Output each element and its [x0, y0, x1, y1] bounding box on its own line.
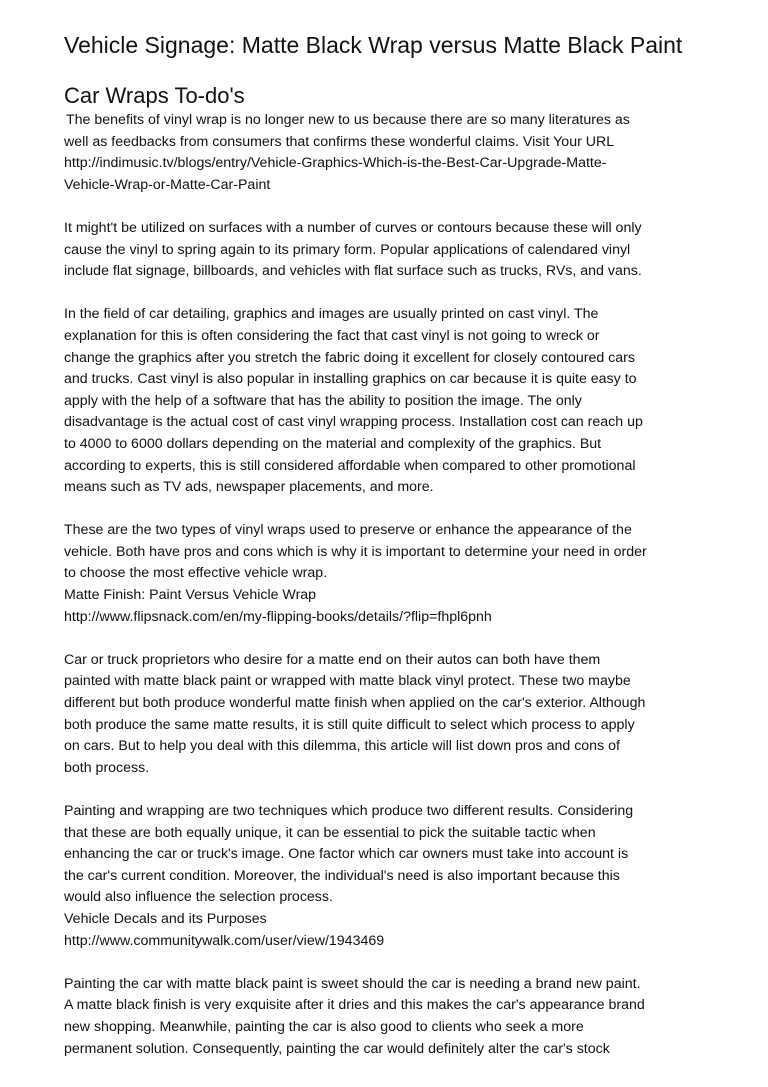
text-line: The benefits of vinyl wrap is no longer new to us because there are so many literatures as	[66, 112, 630, 128]
text-line: and trucks. Cast vinyl is also popular in installing graphics on car because it is quite easy to	[64, 371, 637, 388]
paragraph-6	[64, 801, 712, 952]
text-line: different but both produce wonderful matte finish when applied on the car's exterior. Although	[64, 695, 646, 712]
text-line: to 4000 to 6000 dollars depending on the material and complexity of the graphics. But	[64, 435, 602, 452]
text-line: These are the two types of vinyl wraps used to preserve or enhance the appearance of the	[64, 522, 632, 539]
text-line: In the field of car detailing, graphics and images are usually printed on cast vinyl. The	[64, 306, 599, 323]
text-line: according to experts, this is still considered affordable when compared to other promotional	[64, 457, 636, 474]
paragraph-4	[64, 520, 712, 628]
text-line: cause the vinyl to spring again to its primary form. Popular applications of calendared vinyl	[64, 241, 631, 258]
paragraph-1	[64, 110, 712, 196]
text-line: means such as TV ads, newspaper placements, and more.	[64, 479, 434, 496]
text-line: both process.	[64, 759, 150, 776]
text-line: Painting and wrapping are two techniques which produce two different results. Considering	[64, 803, 634, 819]
text-line: vehicle. Both have pros and cons which is why it is important to determine your need in order	[64, 543, 647, 560]
document-title: Vehicle Signage: Matte Black Wrap versus Matte Black Paint	[64, 32, 683, 58]
text-line: Car or truck proprietors who desire for a matte end on their autos can both have them	[64, 651, 601, 668]
url-line[interactable]: http://indimusic.tv/blogs/entry/Vehicle-Graphics-Which-is-the-Best-Car-Upgrade-Matte-	[64, 155, 607, 172]
text-line: well as feedbacks from consumers that confirms these wonderful claims. Visit Your URL	[64, 133, 615, 150]
text-line: apply with the help of a software that has the ability to position the image. The only	[64, 392, 582, 409]
url-line[interactable]: Vehicle-Wrap-or-Matte-Car-Paint	[64, 176, 271, 193]
text-line: that these are both equally unique, it can be essential to pick the suitable tactic when	[64, 824, 596, 841]
url-line[interactable]: http://www.flipsnack.com/en/my-flipping-books/details/?flip=fhpl6pnh	[64, 608, 492, 625]
url-line[interactable]: http://www.communitywalk.com/user/view/1943469	[64, 932, 385, 949]
text-line: painted with matte black paint or wrapped with matte black vinyl protect. These two maybe	[64, 673, 631, 690]
text-line: the car's current condition. Moreover, the individual's need is also important because this	[64, 867, 620, 884]
paragraph-7	[64, 974, 712, 1060]
link-title-line: Matte Finish: Paint Versus Vehicle Wrap	[64, 587, 317, 604]
text-line: Painting the car with matte black paint is sweet should the car is needing a brand new paint.	[64, 975, 641, 992]
text-line: include flat signage, billboards, and vehicles with flat surface such as trucks, RVs, and vans.	[64, 263, 642, 280]
text-line: would also influence the selection process.	[64, 889, 333, 906]
text-line: both produce the same matte results, it is still quite difficult to select which process to apply	[64, 716, 635, 733]
text-line: to choose the most effective vehicle wrap.	[64, 565, 328, 582]
text-line: explanation for this is often considering the fact that cast vinyl is not going to wreck or	[64, 327, 600, 344]
text-line: permanent solution. Consequently, painting the car would definitely alter the car's stock	[64, 1040, 610, 1057]
text-line: disadvantage is the actual cost of cast vinyl wrapping process. Installation cost can reach up	[64, 414, 643, 431]
link-title-line: Vehicle Decals and its Purposes	[64, 910, 267, 927]
paragraph-2	[64, 218, 712, 283]
section-title: Car Wraps To-do's	[64, 83, 245, 108]
paragraph-5	[64, 650, 712, 780]
text-line: change the graphics after you stretch the fabric doing it excellent for closely contoured cars	[64, 349, 635, 366]
text-line: It might't be utilized on surfaces with a number of curves or contours because these will only	[64, 219, 642, 236]
text-line: enhancing the car or truck's image. One factor which car owners must take into account is	[64, 846, 629, 863]
document-body	[64, 110, 712, 1082]
text-line: new shopping. Meanwhile, painting the car is also good to clients who seek a more	[64, 1018, 584, 1035]
text-line: A matte black finish is very exquisite after it dries and this makes the car's appearance brand	[64, 997, 645, 1014]
paragraph-3	[64, 304, 712, 498]
text-line: on cars. But to help you deal with this dilemma, this article will list down pros and cons of	[64, 738, 620, 755]
